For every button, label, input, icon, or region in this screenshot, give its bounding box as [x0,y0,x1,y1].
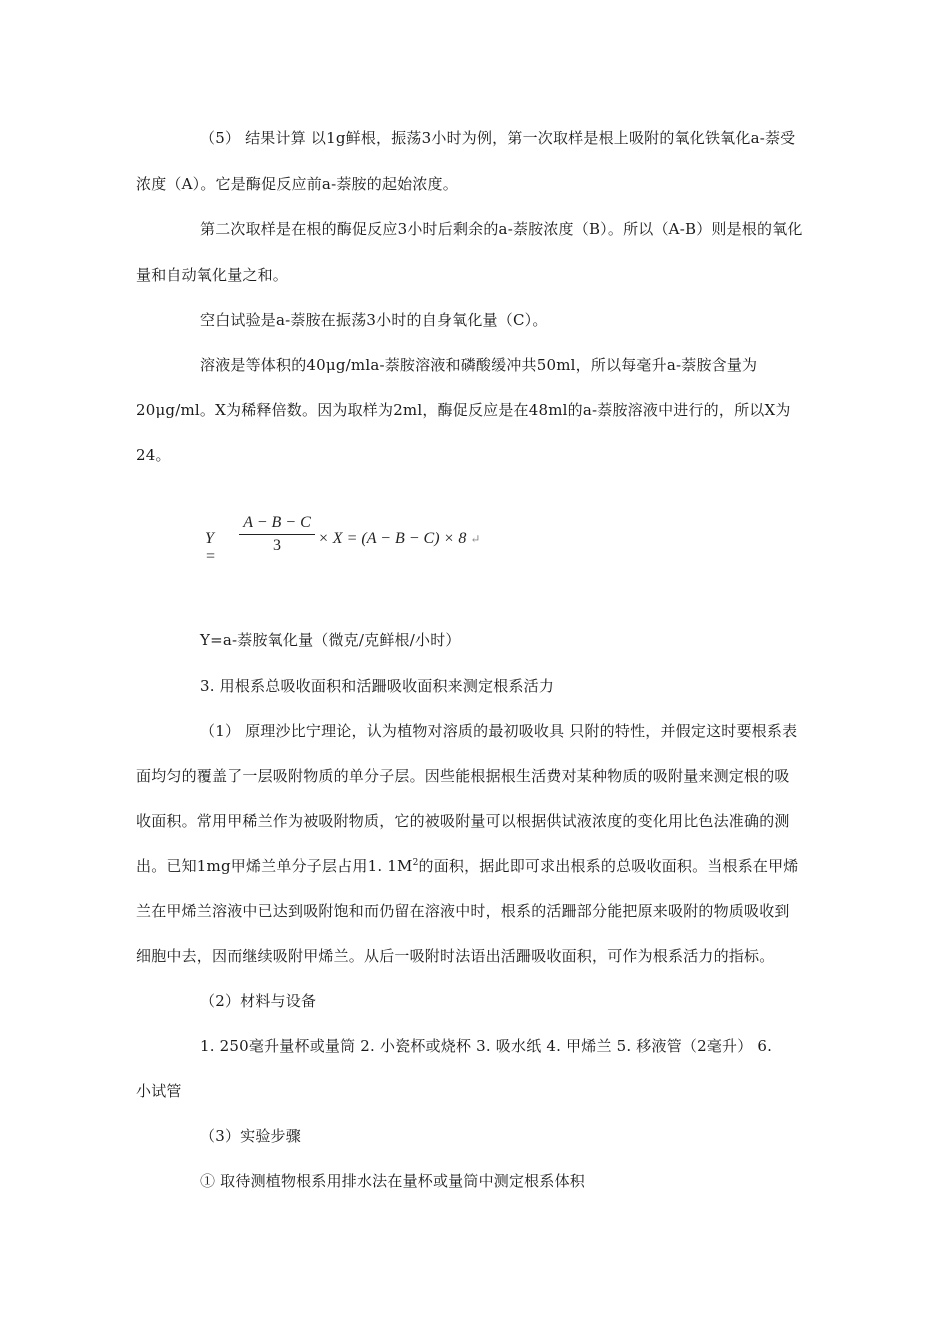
text-segment: 出。已知1mg甲烯兰单分子层占用1. 1M [136,857,413,875]
section-heading: 3. 用根系总吸收面积和活跚吸收面积来测定根系活力 [200,677,555,695]
text-line: 溶液是等体积的40μg/mla-萘胺溶液和磷酸缓冲共50ml，所以每毫升a-萘胺含量为 [200,356,758,374]
text-line: 1. 250毫升量杯或量筒 2. 小瓷杯或烧杯 3. 吸水纸 4. 甲烯兰 5. 移液管（2毫升） 6. [200,1037,773,1055]
text-line: Y=a-萘胺氧化量（微克/克鲜根/小时） [200,631,461,649]
section-heading: （3）实验步骤 [200,1127,301,1145]
text-line: 20μg/ml。X为稀释倍数。因为取样为2ml，酶促反应是在48ml的a-萘胺溶液中进行的，所以X为 [136,401,791,419]
paragraph-mark: ↵ [470,532,481,546]
text-line: 细胞中去，因而继续吸附甲烯兰。从后一吸附时法语出活跚吸收面积，可作为根系活力的指标。 [136,947,775,965]
section-heading: （2）材料与设备 [200,992,317,1010]
formula-denominator: 3 [273,537,281,554]
text-line: 浓度（A）。它是酶促反应前a-萘胺的起始浓度。 [136,175,458,193]
text-line [136,856,799,876]
text-line: 第二次取样是在根的酶促反应3小时后剩余的a-萘胺浓度（B）。所以（A-B）则是根的氧化 [200,220,803,238]
text-line: 空白试验是a-萘胺在振荡3小时的自身氧化量（C）。 [200,311,548,329]
text-segment: 的面积，据此即可求出根系的总吸收面积。当根系在甲烯 [418,857,799,875]
formula-lhs: Y = [205,530,216,565]
text-line: 兰在甲烯兰溶液中已达到吸附饱和而仍留在溶液中时，根系的活跚部分能把原来吸附的物质吸收到 [136,902,790,920]
text-line: ① 取待测植物根系用排水法在量杯或量筒中测定根系体积 [200,1172,585,1190]
formula-fraction [239,514,315,555]
formula-rhs-text: × X = (A − B − C) × 8 [318,530,467,547]
text-line: （5） 结果计算 以1g鲜根，振荡3小时为例，第一次取样是根上吸附的氧化铁氧化a-萘受 [200,129,796,147]
text-line: 面均匀的覆盖了一层吸附物质的单分子层。因些能根据根生活费对某种物质的吸附量来测定根的吸 [136,767,790,785]
text-line: 收面积。常用甲稀兰作为被吸附物质，它的被吸附量可以根据供试液浓度的变化用比色法准确的测 [136,812,790,830]
text-line: （1） 原理沙比宁理论，认为植物对溶质的最初吸收具 只附的特性，并假定这时要根系表 [200,722,798,740]
formula-numerator: A − B − C [239,514,315,535]
superscript: 2 [412,858,419,868]
formula-rhs [318,530,480,548]
text-line: 量和自动氧化量之和。 [136,266,289,284]
text-line: 24。 [136,446,171,464]
text-line: 小试管 [136,1082,182,1100]
